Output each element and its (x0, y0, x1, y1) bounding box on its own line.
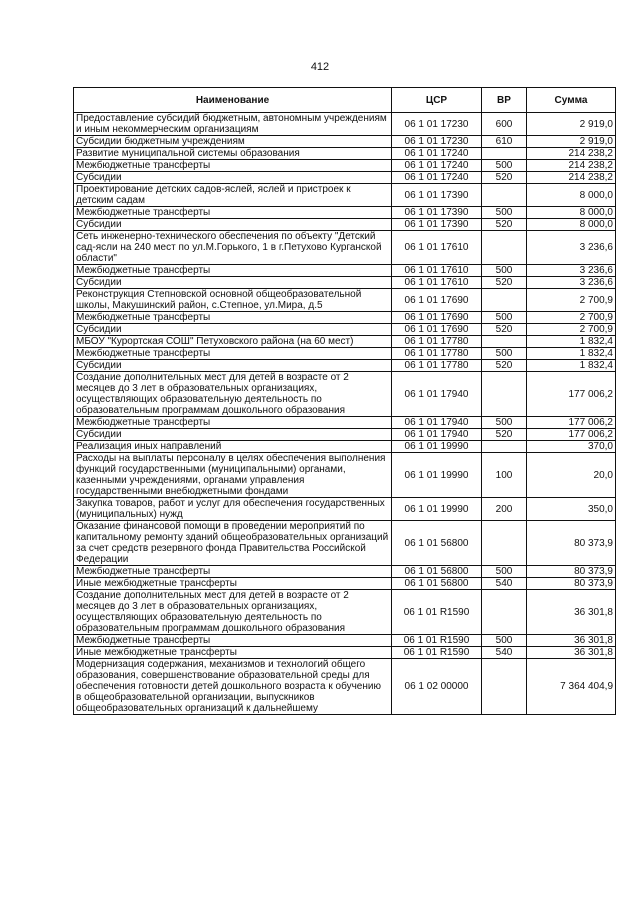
cell-sum: 214 238,2 (527, 160, 616, 172)
cell-vr: 500 (482, 417, 527, 429)
cell-csr: 06 1 01 17780 (392, 348, 482, 360)
cell-vr: 520 (482, 172, 527, 184)
header-name: Наименование (74, 88, 392, 113)
table-row (74, 207, 616, 219)
cell-name: Иные межбюджетные трансферты (74, 647, 392, 659)
cell-csr: 06 1 01 17390 (392, 184, 482, 207)
cell-csr: 06 1 01 17240 (392, 148, 482, 160)
cell-sum: 1 832,4 (527, 348, 616, 360)
cell-sum: 8 000,0 (527, 207, 616, 219)
cell-csr: 06 1 01 17940 (392, 429, 482, 441)
cell-csr: 06 1 01 17230 (392, 136, 482, 148)
cell-vr: 520 (482, 219, 527, 231)
table-row (74, 372, 616, 417)
cell-name: Субсидии бюджетным учреждениям (74, 136, 392, 148)
cell-sum: 177 006,2 (527, 417, 616, 429)
cell-vr: 610 (482, 136, 527, 148)
cell-name: Субсидии (74, 277, 392, 289)
table-row (74, 647, 616, 659)
cell-vr: 500 (482, 348, 527, 360)
cell-csr: 06 1 01 56800 (392, 578, 482, 590)
cell-csr: 06 1 01 17940 (392, 372, 482, 417)
cell-vr (482, 184, 527, 207)
table-header-row (74, 88, 616, 113)
cell-name: Предоставление субсидий бюджетным, автономным учреждениям и иным некоммерческим организациям (74, 113, 392, 136)
table-row (74, 635, 616, 647)
cell-csr: 06 1 01 17690 (392, 324, 482, 336)
table-row (74, 417, 616, 429)
cell-vr: 520 (482, 429, 527, 441)
cell-sum: 80 373,9 (527, 578, 616, 590)
cell-csr: 06 1 01 17780 (392, 360, 482, 372)
cell-sum: 36 301,8 (527, 635, 616, 647)
header-sum: Сумма (527, 88, 616, 113)
cell-vr: 100 (482, 453, 527, 498)
cell-vr (482, 148, 527, 160)
cell-vr (482, 289, 527, 312)
cell-sum: 1 832,4 (527, 336, 616, 348)
cell-vr (482, 441, 527, 453)
cell-csr: 06 1 01 17690 (392, 289, 482, 312)
page-number: 412 (310, 61, 330, 73)
cell-sum: 1 832,4 (527, 360, 616, 372)
cell-vr: 540 (482, 647, 527, 659)
cell-name: Субсидии (74, 429, 392, 441)
cell-name: Межбюджетные трансферты (74, 635, 392, 647)
table-row (74, 184, 616, 207)
cell-sum: 3 236,6 (527, 265, 616, 277)
cell-csr: 06 1 01 17390 (392, 207, 482, 219)
cell-csr: 06 1 01 17610 (392, 231, 482, 265)
table-row (74, 113, 616, 136)
cell-name: Развитие муниципальной системы образования (74, 148, 392, 160)
cell-sum: 7 364 404,9 (527, 659, 616, 715)
cell-sum: 2 700,9 (527, 289, 616, 312)
cell-vr: 500 (482, 312, 527, 324)
table-row (74, 277, 616, 289)
cell-sum: 2 700,9 (527, 324, 616, 336)
table-row (74, 219, 616, 231)
table-row (74, 348, 616, 360)
header-vr: ВР (482, 88, 527, 113)
table-row (74, 231, 616, 265)
header-csr: ЦСР (392, 88, 482, 113)
cell-csr: 06 1 01 17610 (392, 277, 482, 289)
cell-csr: 06 1 01 17940 (392, 417, 482, 429)
cell-sum: 8 000,0 (527, 219, 616, 231)
cell-sum: 2 919,0 (527, 136, 616, 148)
table-row (74, 324, 616, 336)
cell-vr: 500 (482, 265, 527, 277)
cell-sum: 214 238,2 (527, 172, 616, 184)
cell-sum: 177 006,2 (527, 429, 616, 441)
cell-vr: 200 (482, 498, 527, 521)
cell-csr: 06 1 01 17240 (392, 160, 482, 172)
cell-vr (482, 336, 527, 348)
cell-vr (482, 590, 527, 635)
cell-csr: 06 1 01 R1590 (392, 647, 482, 659)
cell-vr: 500 (482, 207, 527, 219)
table-row (74, 148, 616, 160)
cell-vr: 520 (482, 324, 527, 336)
cell-vr: 520 (482, 277, 527, 289)
cell-name: Создание дополнительных мест для детей в возрасте от 2 месяцев до 3 лет в образовательных организациях, осуществляющих образовательную деятельность по образовательным программам дошкольного образования (74, 590, 392, 635)
cell-vr: 500 (482, 566, 527, 578)
cell-vr (482, 231, 527, 265)
cell-name: МБОУ "Курортская СОШ" Петуховского района (на 60 мест) (74, 336, 392, 348)
cell-name: Сеть инженерно-технического обеспечения по объекту "Детский сад-ясли на 240 мест по ул.М.Горького, 1 в г.Петухово Курганской области" (74, 231, 392, 265)
table-row (74, 429, 616, 441)
cell-name: Оказание финансовой помощи в проведении мероприятий по капитальному ремонту зданий общеобразовательных организаций за счет средств резервного фонда Правительства Российской Федерации (74, 521, 392, 566)
cell-name: Межбюджетные трансферты (74, 160, 392, 172)
cell-name: Создание дополнительных мест для детей в возрасте от 2 месяцев до 3 лет в образовательных организациях, осуществляющих образовательную деятельность по образовательным программам дошкольного образования (74, 372, 392, 417)
cell-name: Межбюджетные трансферты (74, 312, 392, 324)
cell-csr: 06 1 01 19990 (392, 498, 482, 521)
cell-csr: 06 1 02 00000 (392, 659, 482, 715)
cell-csr: 06 1 01 R1590 (392, 635, 482, 647)
table-row (74, 136, 616, 148)
cell-sum: 2 919,0 (527, 113, 616, 136)
table-row (74, 498, 616, 521)
table-row (74, 659, 616, 715)
table-row (74, 312, 616, 324)
table-row (74, 160, 616, 172)
cell-sum: 3 236,6 (527, 277, 616, 289)
cell-vr: 600 (482, 113, 527, 136)
cell-sum: 8 000,0 (527, 184, 616, 207)
cell-vr (482, 521, 527, 566)
cell-vr: 500 (482, 635, 527, 647)
cell-name: Модернизация содержания, механизмов и технологий общего образования, совершенствование образовательной среды для обеспечения готовности детей дошкольного возраста к обучению в общеобразовательной организации, выпускников общеобразовательных организаций к дальнейшему (74, 659, 392, 715)
cell-name: Реализация иных направлений (74, 441, 392, 453)
cell-sum: 3 236,6 (527, 231, 616, 265)
cell-csr: 06 1 01 17610 (392, 265, 482, 277)
cell-csr: 06 1 01 17230 (392, 113, 482, 136)
cell-csr: 06 1 01 17690 (392, 312, 482, 324)
cell-name: Межбюджетные трансферты (74, 566, 392, 578)
table-row (74, 578, 616, 590)
cell-sum: 2 700,9 (527, 312, 616, 324)
cell-name: Иные межбюджетные трансферты (74, 578, 392, 590)
cell-name: Межбюджетные трансферты (74, 417, 392, 429)
cell-vr (482, 372, 527, 417)
cell-sum: 370,0 (527, 441, 616, 453)
cell-vr: 520 (482, 360, 527, 372)
table-row (74, 566, 616, 578)
cell-name: Субсидии (74, 219, 392, 231)
cell-csr: 06 1 01 56800 (392, 566, 482, 578)
cell-csr: 06 1 01 17240 (392, 172, 482, 184)
cell-sum: 80 373,9 (527, 521, 616, 566)
table-row (74, 453, 616, 498)
cell-sum: 36 301,8 (527, 590, 616, 635)
cell-sum: 177 006,2 (527, 372, 616, 417)
cell-csr: 06 1 01 19990 (392, 453, 482, 498)
cell-csr: 06 1 01 56800 (392, 521, 482, 566)
budget-table (73, 87, 616, 715)
table-row (74, 590, 616, 635)
cell-sum: 214 238,2 (527, 148, 616, 160)
table-row (74, 265, 616, 277)
table-row (74, 336, 616, 348)
cell-name: Расходы на выплаты персоналу в целях обеспечения выполнения функций государственными (муниципальными) органами, казенными учреждениями, органами управления государственными внебюджетными фондами (74, 453, 392, 498)
table-row (74, 441, 616, 453)
cell-vr: 500 (482, 160, 527, 172)
table-row (74, 172, 616, 184)
table-row (74, 521, 616, 566)
cell-sum: 80 373,9 (527, 566, 616, 578)
cell-sum: 350,0 (527, 498, 616, 521)
cell-name: Межбюджетные трансферты (74, 348, 392, 360)
cell-name: Субсидии (74, 360, 392, 372)
table-row (74, 360, 616, 372)
cell-vr (482, 659, 527, 715)
cell-name: Закупка товаров, работ и услуг для обеспечения государственных (муниципальных) нужд (74, 498, 392, 521)
cell-name: Проектирование детских садов-яслей, яслей и пристроек к детским садам (74, 184, 392, 207)
cell-csr: 06 1 01 19990 (392, 441, 482, 453)
cell-csr: 06 1 01 17390 (392, 219, 482, 231)
table-row (74, 289, 616, 312)
cell-sum: 36 301,8 (527, 647, 616, 659)
cell-sum: 20,0 (527, 453, 616, 498)
cell-name: Реконструкция Степновской основной общеобразовательной школы, Макушинский район, с.Степное, ул.Мира, д.5 (74, 289, 392, 312)
table-body (74, 113, 616, 715)
cell-name: Субсидии (74, 324, 392, 336)
cell-name: Субсидии (74, 172, 392, 184)
cell-csr: 06 1 01 17780 (392, 336, 482, 348)
cell-name: Межбюджетные трансферты (74, 207, 392, 219)
cell-vr: 540 (482, 578, 527, 590)
cell-name: Межбюджетные трансферты (74, 265, 392, 277)
cell-csr: 06 1 01 R1590 (392, 590, 482, 635)
